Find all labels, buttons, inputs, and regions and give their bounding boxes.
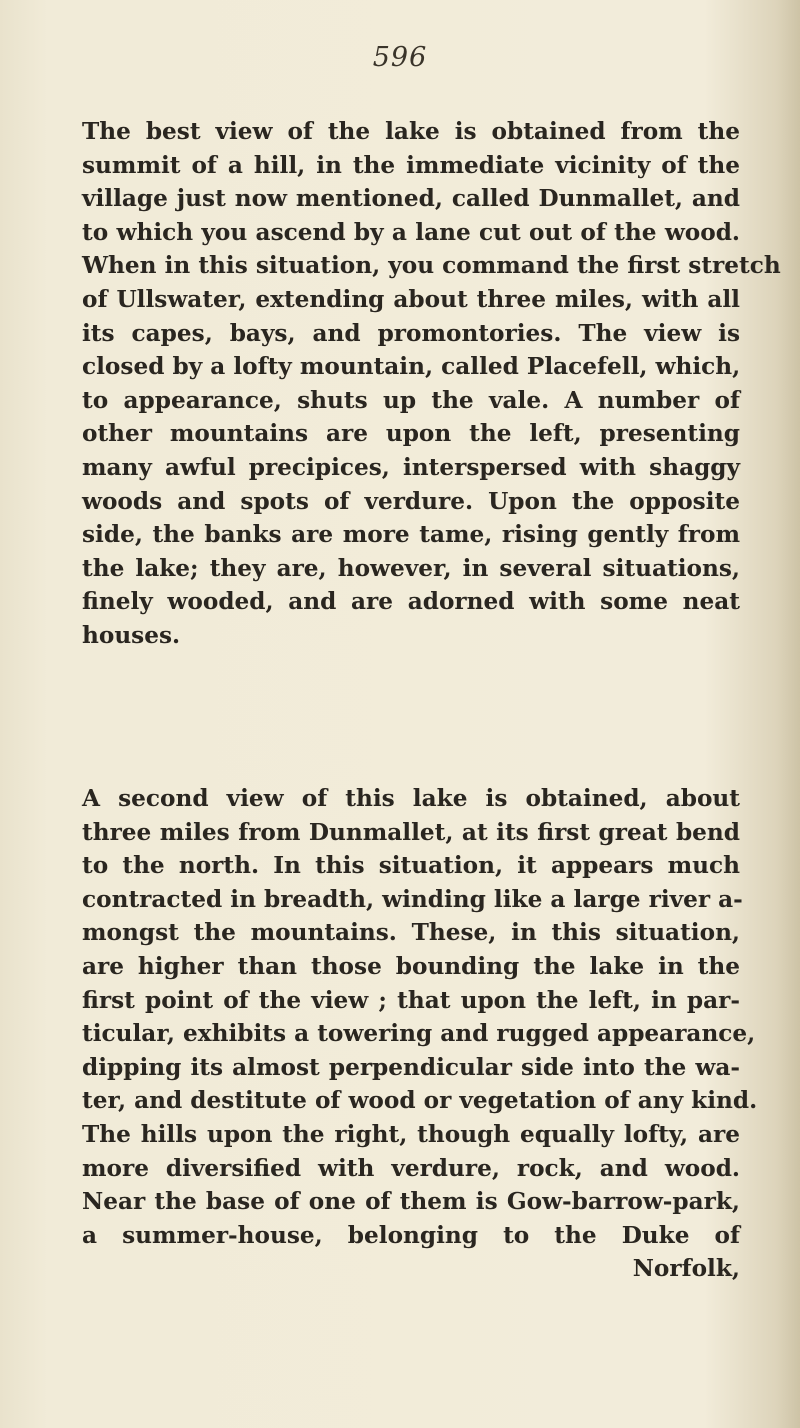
- text-line: finely wooded, and are adorned with some neat: [82, 588, 740, 616]
- text-line: more diversified with verdure, rock, and wood.: [82, 1154, 740, 1182]
- text-line: The best view of the lake is obtained from the: [82, 118, 740, 145]
- catchword: Norfolk,: [632, 1255, 740, 1283]
- text-line: contracted in breadth, winding like a large river a-: [82, 885, 743, 913]
- text-line: first point of the view ; that upon the left, in par-: [82, 986, 740, 1014]
- text-line: The hills upon the right, though equally lofty, are: [82, 1120, 740, 1148]
- text-line: When in this situation, you command the first stretch: [82, 252, 781, 280]
- text-line: dipping its almost perpendicular side into the wa-: [82, 1053, 740, 1081]
- text-line: side, the banks are more tame, rising gently from: [82, 521, 740, 549]
- text-line: to appearance, shuts up the vale. A number of: [82, 386, 740, 414]
- text-line: houses.: [82, 621, 181, 649]
- text-line: to which you ascend by a lane cut out of the wood.: [82, 218, 740, 246]
- text-line: woods and spots of verdure. Upon the opposite: [82, 487, 740, 515]
- text-line: the lake; they are, however, in several situations,: [82, 554, 740, 582]
- text-line: village just now mentioned, called Dunmallet, and: [82, 185, 740, 213]
- text-line: Near the base of one of them is Gow-barrow-park,: [82, 1188, 740, 1216]
- text-line: mongst the mountains. These, in this situation,: [82, 919, 740, 947]
- page-number: 596: [372, 42, 428, 73]
- text-line: A second view of this lake is obtained, about: [82, 785, 740, 812]
- text-line: other mountains are upon the left, presenting: [82, 420, 740, 448]
- text-line: of Ullswater, extending about three miles, with all: [82, 285, 740, 313]
- text-line: its capes, bays, and promontories. The view is: [82, 319, 740, 347]
- text-line: ter, and destitute of wood or vegetation of any kind.: [82, 1087, 758, 1115]
- text-line: ticular, exhibits a towering and rugged appearance,: [82, 1020, 756, 1048]
- text-line: summit of a hill, in the immediate vicinity of the: [82, 151, 740, 179]
- paragraph-1: [82, 115, 781, 653]
- paragraph-2: [82, 782, 758, 1286]
- text-line: many awful precipices, interspersed with shaggy: [82, 453, 740, 481]
- text-line: three miles from Dunmallet, at its first great bend: [82, 818, 740, 846]
- text-line: a summer-house, belonging to the Duke of: [82, 1221, 740, 1249]
- text-line: are higher than those bounding the lake in the: [82, 952, 740, 980]
- text-line: to the north. In this situation, it appears much: [82, 852, 740, 880]
- text-line: closed by a lofty mountain, called Placefell, which,: [82, 353, 741, 381]
